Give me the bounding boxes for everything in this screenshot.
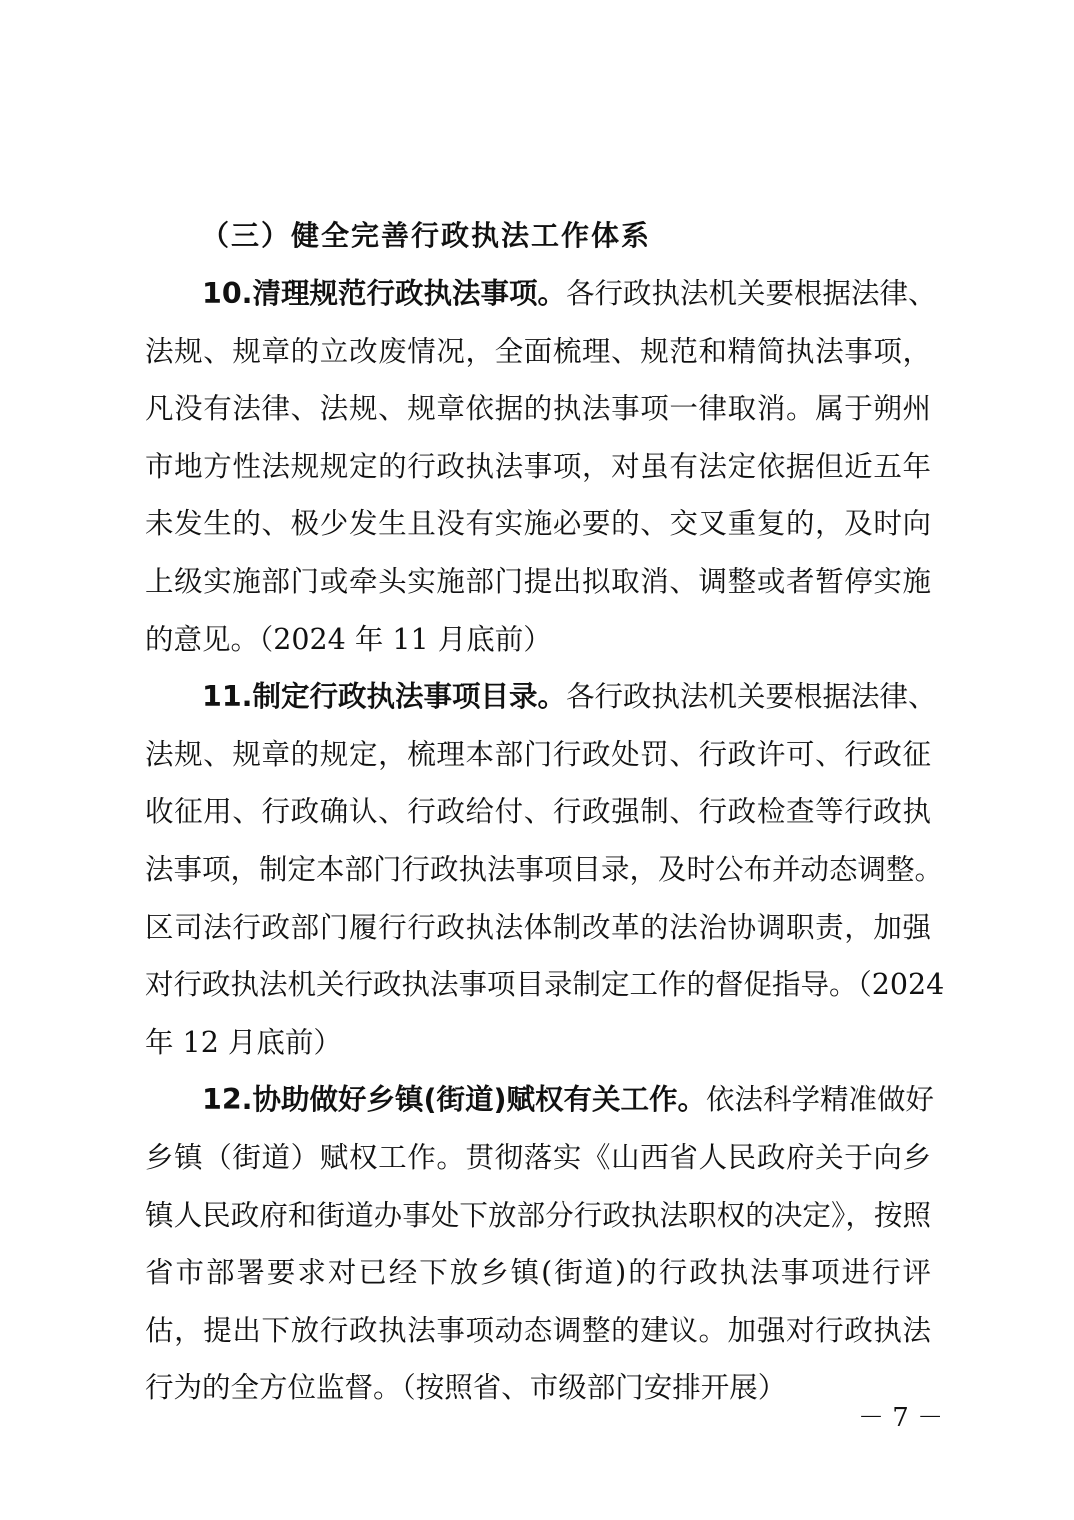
paragraph-line: 收征用、行政确认、行政给付、行政强制、行政检查等行政执	[145, 795, 931, 829]
paragraph-12	[145, 1071, 935, 1417]
paragraph-11	[145, 668, 945, 1071]
paragraph-line	[145, 1071, 935, 1129]
paragraph-line: 镇人民政府和街道办事处下放部分行政执法职权的决定》，按照	[145, 1198, 931, 1232]
paragraph-line: 上级实施部门或牵头实施部门提出拟取消、调整或者暂停实施	[145, 564, 931, 598]
paragraph-line: 估，提出下放行政执法事项动态调整的建议。加强对行政执法	[145, 1313, 931, 1347]
paragraph-text: 各行政执法机关要根据法律、	[566, 277, 937, 310]
paragraph-line: 未发生的、极少发生且没有实施必要的、交叉重复的，及时向	[145, 507, 931, 541]
paragraph-line: 区司法行政部门履行行政执法体制改革的法治协调职责，加强	[145, 910, 931, 944]
paragraph-10	[145, 265, 937, 668]
paragraph-line: 对行政执法机关行政执法事项目录制定工作的督促指导。（2024	[145, 968, 945, 1002]
paragraph-lead: 10.清理规范行政执法事项。	[202, 277, 566, 310]
paragraph-line: 年 12 月底前）	[145, 1025, 342, 1059]
paragraph-line: 法规、规章的立改废情况，全面梳理、规范和精简执法事项，	[145, 334, 931, 368]
paragraph-line: 乡镇（街道）赋权工作。贯彻落实《山西省人民政府关于向乡	[145, 1140, 931, 1174]
paragraph-line: 市地方性法规规定的行政执法事项，对虽有法定依据但近五年	[145, 449, 931, 483]
paragraph-line: 凡没有法律、法规、规章依据的执法事项一律取消。属于朔州	[145, 392, 931, 426]
paragraph-lead: 12.协助做好乡镇(街道)赋权有关工作。	[202, 1083, 707, 1117]
paragraph-lead: 11.制定行政执法事项目录。	[202, 680, 566, 714]
paragraph-line: 行为的全方位监督。（按照省、市级部门安排开展）	[145, 1371, 787, 1405]
paragraph-line	[145, 265, 937, 323]
paragraph-line: 省市部署要求对已经下放乡镇(街道)的行政执法事项进行评	[145, 1256, 931, 1290]
section-heading: （三）健全完善行政执法工作体系	[201, 219, 652, 252]
paragraph-text: 各行政执法机关要根据法律、	[566, 680, 937, 714]
paragraph-line: 的意见。（2024 年 11 月底前）	[145, 622, 552, 656]
paragraph-text: 依法科学精准做好	[706, 1083, 935, 1117]
paragraph-line: 法事项，制定本部门行政执法事项目录，及时公布并动态调整。	[145, 852, 944, 886]
document-body	[145, 207, 945, 1417]
paragraph-line: 法规、规章的规定，梳理本部门行政处罚、行政许可、行政征	[145, 737, 931, 771]
paragraph-line	[145, 668, 937, 726]
page-number: － 7 －	[858, 1403, 944, 1433]
